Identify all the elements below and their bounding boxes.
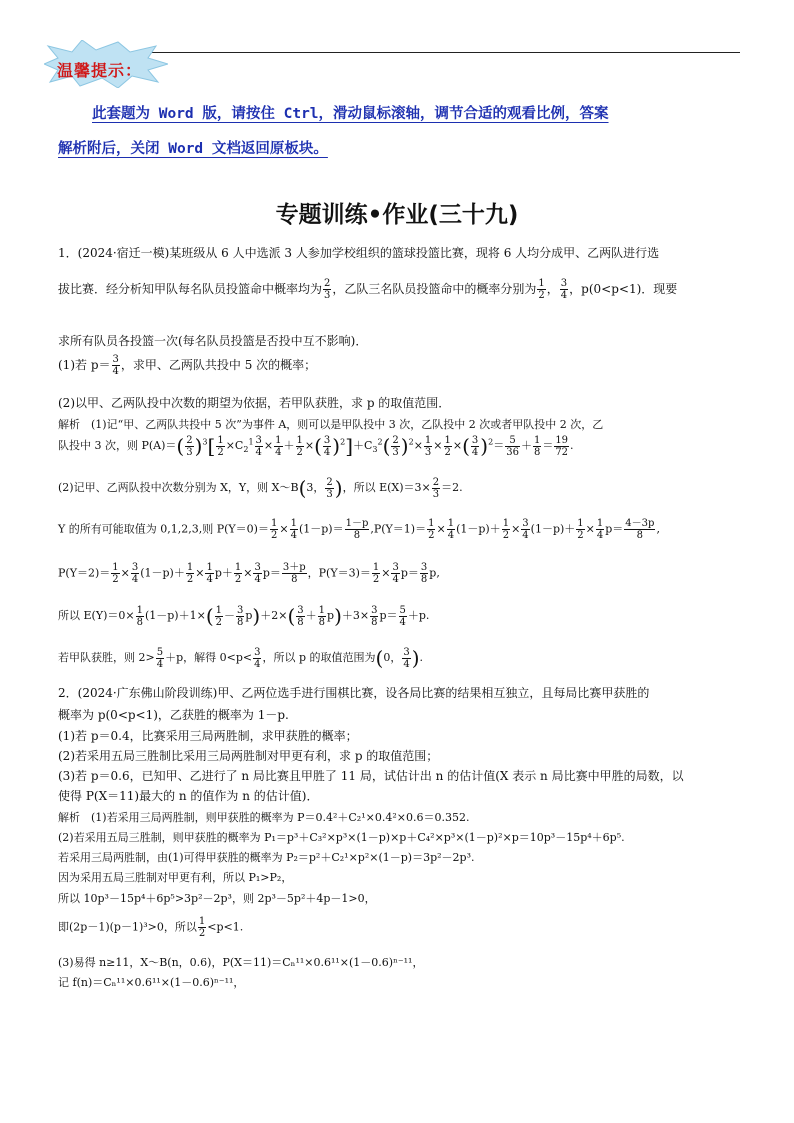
q1-solution-1: 解析 (1)记“甲、乙两队共投中 5 次”为事件 A，则可以是甲队投中 3 次，乙队投中 2 次或者甲队投中 2 次，乙	[58, 418, 604, 431]
q2-solution-6: 即(2p－1)(p－1)³>0，所以 $\frac{1}{2}$ <p<1.	[58, 916, 244, 939]
q1-solution-3: (2)记甲、乙两队投中次数分别为 X，Y，则 X～B(3， $\frac{2}{3}$ )，所以 E(X)＝3× $\frac{2}{3}$ ＝2.	[58, 476, 463, 500]
warm-tip-label: 温馨提示：	[57, 61, 143, 80]
q2-part-1: (1)若 p＝0.4，比赛采用三局两胜制，求甲获胜的概率；	[58, 729, 358, 743]
notice-line-2: 解析附后，关闭 Word 文档返回原板块。	[58, 141, 328, 157]
notice-line-1: 此套题为 Word 版，请按住 Ctrl，滑动鼠标滚轴，调节合适的观看比例，答案	[92, 106, 609, 122]
q2-line-2: 概率为 p(0<p<1)，乙获胜的概率为 1－p.	[58, 708, 289, 722]
q1-part-2: (2)以甲、乙两队投中次数的期望为依据，若甲队获胜，求 p 的取值范围．	[58, 396, 451, 410]
q1-line-2: 拔比赛．经分析知甲队每名队员投篮命中概率均为 $\frac{2}{3}$ ，乙队三名队员投篮命中的概率分别为 $\frac{1}{2}$ ， $\frac{3}{4}$ ，p(0<p<1)．现要	[58, 278, 678, 301]
notice-text	[58, 97, 748, 167]
q2-solution-3: 若采用三局两胜制，由(1)可得甲获胜的概率为 P₂＝p²＋C₂¹×p²×(1－p)＝3p²－2p³.	[58, 851, 475, 864]
page-title: 专题训练•作业(三十九)	[275, 202, 519, 228]
q2-solution-4: 因为采用五局三胜制对甲更有利，所以 P₁>P₂，	[58, 871, 293, 884]
q1-solution-7: 若甲队获胜，则 2> $\frac{5}{4}$ ＋p，解得 0<p< $\frac{3}{4}$ ，所以 p 的取值范围为(0， $\frac{3}{4}$ ).	[58, 646, 424, 670]
q2-part-2: (2)若采用五局三胜制比采用三局两胜制对甲更有利，求 p 的取值范围；	[58, 749, 439, 763]
q1-line-3: 求所有队员各投篮一次(每名队员投篮是否投中互不影响)．	[58, 334, 368, 348]
q2-solution-7: (3)易得 n≥11，X～B(n，0.6)，P(X＝11)＝Cₙ¹¹×0.6¹¹×(1－0.6)ⁿ⁻¹¹，	[58, 956, 424, 969]
q2-solution-2: (2)若采用五局三胜制，则甲获胜的概率为 P₁＝p³＋C₃²×p³×(1－p)×p＋C₄²×p³×(1－p)²×p＝10p³－15p⁴＋6p⁵.	[58, 831, 625, 844]
q2-solution-1: 解析 (1)若采用三局两胜制，则甲获胜的概率为 P＝0.4²＋C₂¹×0.4²×0.6＝0.352.	[58, 811, 470, 824]
q2-solution-8: 记 f(n)＝Cₙ¹¹×0.6¹¹×(1－0.6)ⁿ⁻¹¹，	[58, 976, 245, 989]
q2-line-1: 2．(2024·广东佛山阶段训练)甲、乙两位选手进行围棋比赛，设各局比赛的结果相互独立，且每局比赛甲获胜的	[58, 686, 650, 700]
q2-solution-5: 所以 10p³－15p⁴＋6p⁵>3p²－2p³，则 2p³－5p²＋4p－1>0，	[58, 892, 376, 905]
header-rule	[118, 52, 740, 53]
q1-part-1: (1)若 p＝ $\frac{3}{4}$ ，求甲、乙两队共投中 5 次的概率；	[58, 354, 317, 377]
q1-solution-2: 队投中 3 次，则 P(A)＝( $\frac{2}{3}$ )$^3$[ $\frac{1}{2}$ $\times C_2^1$ $\frac{3}{4}$ × $\frac{1}{4}$ ＋ $\frac{1}{2}$ ×( $\frac{3}{4}$ )$^2]+C_3^2$( $\frac{2}{3}$ )$^2$× $\frac{1}{3}$ × $\frac{1}{2}$ ×( $\frac{3}{4}$ )$^2$＝ $\frac{5}{36}$ ＋ $\frac{1}{8}$ ＝ $\frac{19}{72}$ .	[58, 434, 574, 458]
q2-part-3a: (3)若 p＝0.6，已知甲、乙进行了 n 局比赛且甲胜了 11 局，试估计出 n 的估计值(X 表示 n 局比赛中甲胜的局数，以	[58, 769, 684, 783]
q1-line-1: 1．(2024·宿迁一模)某班级从 6 人中选派 3 人参加学校组织的篮球投篮比赛，现将 6 人均分成甲、乙两队进行选	[58, 246, 660, 260]
q1-solution-6: 所以 E(Y)＝0× $\frac{1}{8}$ (1－p)＋1×( $\frac{1}{2}$ － $\frac{3}{8}$ p)＋2×( $\frac{3}{8}$ ＋ $\frac{1}{8}$ p)＋3× $\frac{3}{8}$ p＝ $\frac{5}{4}$ ＋p.	[58, 604, 430, 628]
q1-solution-5: P(Y＝2)＝ $\frac{1}{2}$ × $\frac{3}{4}$ (1－p)＋ $\frac{1}{2}$ × $\frac{1}{4}$ p＋ $\frac{1}{2}$ × $\frac{3}{4}$ p＝ $\frac{3+p}{8}$ ，P(Y＝3)＝ $\frac{1}{2}$ × $\frac{3}{4}$ p＝ $\frac{3}{8}$ p,	[58, 562, 440, 585]
q1-solution-4: Y 的所有可能取值为 0,1,2,3,则 P(Y＝0)＝ $\frac{1}{2}$ × $\frac{1}{4}$ (1－p)＝ $\frac{1-p}{8}$ ,P(Y＝1)＝ $\frac{1}{2}$ × $\frac{1}{4}$ (1－p)＋ $\frac{1}{2}$ × $\frac{3}{4}$ (1－p)＋ $\frac{1}{2}$ × $\frac{1}{4}$ p＝ $\frac{4-3p}{8}$ ,	[58, 518, 660, 541]
q2-part-3b: 使得 P(X＝11)最大的 n 的值作为 n 的估计值)．	[58, 789, 319, 803]
